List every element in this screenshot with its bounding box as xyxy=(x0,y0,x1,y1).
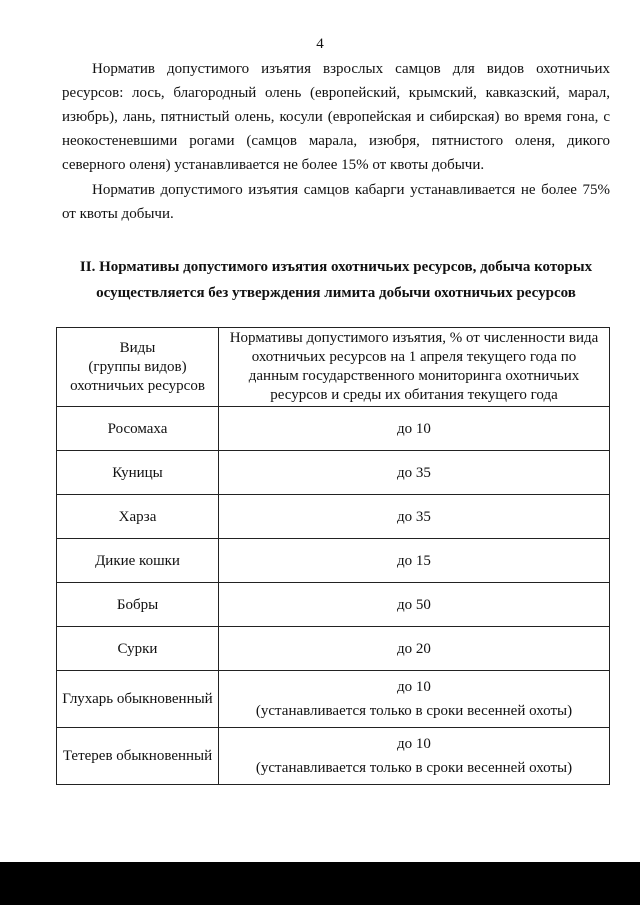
section-heading xyxy=(62,254,610,306)
norm-note: (устанавливается только в сроки весенней охоты) xyxy=(255,760,573,776)
table-row xyxy=(57,451,610,495)
species-cell: Харза xyxy=(57,495,219,539)
table-row xyxy=(57,671,610,728)
norm-cell: до 35 xyxy=(219,495,610,539)
norm-note: (устанавливается только в сроки весенней охоты) xyxy=(255,703,573,719)
species-cell: Сурки xyxy=(57,627,219,671)
species-cell: Бобры xyxy=(57,583,219,627)
table-row xyxy=(57,407,610,451)
table-row xyxy=(57,583,610,627)
norm-cell xyxy=(219,728,610,785)
table-row xyxy=(57,495,610,539)
norm-value: до 10 xyxy=(397,736,431,752)
paragraph-musk-deer-quota: Норматив допустимого изъятия самцов кабарги устанавливается не более 75% от квоты добычи. xyxy=(62,182,610,222)
species-cell: Куницы xyxy=(57,451,219,495)
table-row xyxy=(57,728,610,785)
norm-cell: до 50 xyxy=(219,583,610,627)
norm-value: до 10 xyxy=(397,679,431,695)
norm-cell: до 20 xyxy=(219,627,610,671)
header-species: Виды (группы видов) охотничьих ресурсов xyxy=(57,328,219,407)
header-norm: Нормативы допустимого изъятия, % от численности вида охотничьих ресурсов на 1 апреля текущего года по данным государственного мониторинга охотничьих ресурсов и среды их обитания текущего года xyxy=(219,328,610,407)
species-cell: Дикие кошки xyxy=(57,539,219,583)
species-cell: Росомаха xyxy=(57,407,219,451)
harvest-norms-table xyxy=(56,327,610,785)
section-heading-line-2: осуществляется без утверждения лимита добычи охотничьих ресурсов xyxy=(96,285,576,301)
table-header-row xyxy=(57,328,610,407)
paragraph-male-quota: Норматив допустимого изъятия взрослых самцов для видов охотничьих ресурсов: лось, благородный олень (европейский, крымский, кавказский, марал, изюбрь), лань, пятнистый олень, косули (европейская и сибирская) во время гона, с неокостеневшими рогами (самцов марала, изюбря, пятнистого оленя, дикого северного оленя) устанавливается не более 15% от квоты добычи. xyxy=(62,61,610,173)
norm-cell: до 10 xyxy=(219,407,610,451)
norm-cell xyxy=(219,671,610,728)
norm-cell: до 35 xyxy=(219,451,610,495)
species-cell: Тетерев обыкновенный xyxy=(57,728,219,785)
table-row xyxy=(57,539,610,583)
page-number: 4 xyxy=(316,36,324,52)
section-heading-line-1: II. Нормативы допустимого изъятия охотничьих ресурсов, добыча которых xyxy=(79,259,593,275)
norm-cell: до 15 xyxy=(219,539,610,583)
species-cell: Глухарь обыкновенный xyxy=(57,671,219,728)
table-row xyxy=(57,627,610,671)
